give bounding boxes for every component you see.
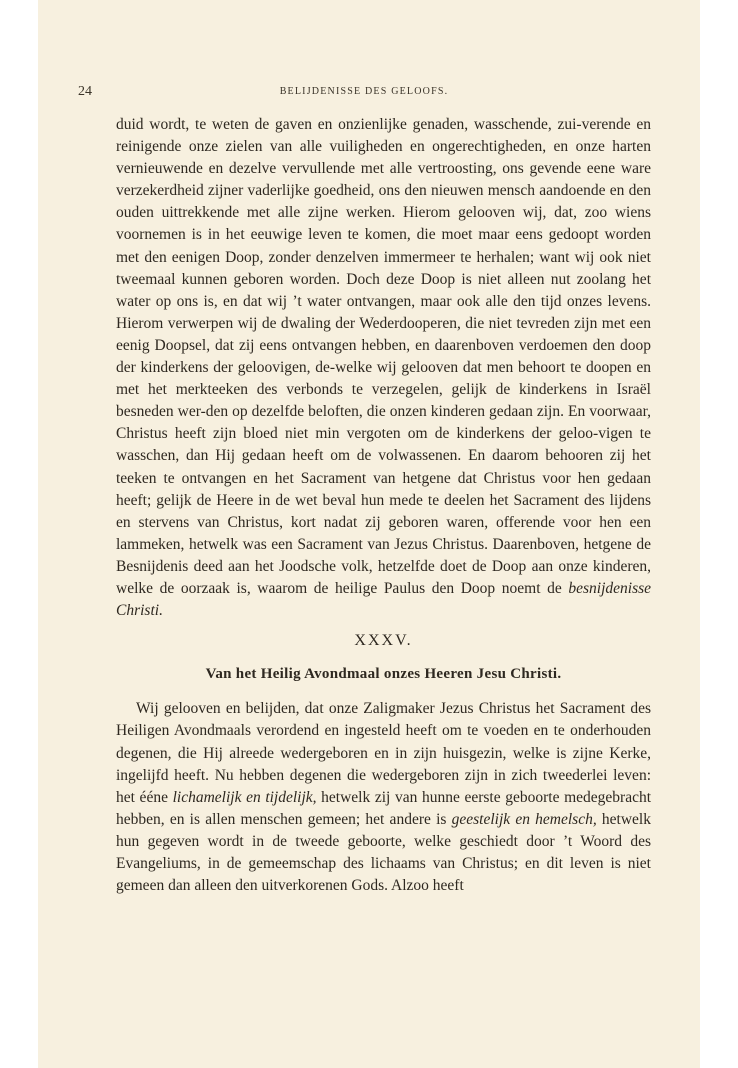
paragraph-text: Wij gelooven en belijden, dat onze Zaligmaker Jezus Christus het Sacrament des Heiligen Avondmaals verordend en ingesteld heeft om te voeden en te onderhouden degenen, die Hij alreede wedergeboren en in zijn huisgezin, welke is zijne Kerke, ingelijfd heeft. Nu hebben degenen die wedergeboren zijn in zich tweederlei leven: het ééne (116, 700, 651, 806)
running-head: BELIJDENISSE DES GELOOFS. (279, 86, 449, 97)
article-paragraph (116, 698, 651, 897)
page-header (78, 84, 650, 100)
paragraph-text: hetwelk hun gegeven wordt in de tweede geboorte, welke geschiedt door ’t Woord des Evangeliums, in de gemeemschap des lichaams van Christus; en dit leven is niet gemeen dan alleen den uitverkorenen Gods. Alzoo heeft (116, 810, 651, 895)
italic-phrase: besnijdenisse Christi. (116, 579, 652, 620)
paragraph-text: duid wordt, te weten de gaven en onzienlijke genaden, wasschende, zui-verende en reinigende onze zielen van alle vuiligheden en ongerechtigheden, en onze harten vernieuwende en dezelve vervullende met alle vertroosting, ons gevende eene ware verzekerdheid zijner vaderlijke goedheid, ons den nieuwen mensch aandoende en den ouden uittrekkende met alle zijne werken. Hierom gelooven wij, dat, zoo wiens voornemen is in het eeuwige leven te komen, die moet maar eens gedoopt worden met den eenigen Doop, zonder denzelven immermeer te herhalen; want wij ook niet tweemaal kunnen geboren worden. Doch deze Doop is niet alleen nut zoolang het water op ons is, en dat wij ’t water ontvangen, maar ook alle den tijd onzes levens. Hierom verwerpen wij de dwaling der Wederdooperen, die niet tevreden zijn met een eenig Doopsel, dat zij eens ontvangen hebben, en daarenboven verdoemen den doop der kinderkens der geloovigen, de-welke wij gelooven dat men behoort te doopen en met het merkteeken des verbonds te verzegelen, gelijk de kinderkens in Israël besneden wer-den op dezelfde beloften, die onzen kinderen gedaan zijn. En voorwaar, Christus heeft zijn bloed niet min vergoten om de kinderkens der geloo-vigen te wasschen, dan Hij gedaan heeft om de volwassenen. En daarom behooren zij het teeken te ontvangen en het Sacrament van hetgene dat Christus voor hen gedaan heeft; gelijk de Heere in de wet beval hun mede te deelen het Sacrament des lijdens en stervens van Christus, kort nadat zij geboren waren, offerende voor hen een lammeken, hetwelk was een Sacrament van Jezus Christus. Daarenboven, hetgene de Besnijdenis deed aan het Joodsche volk, hetzelfde doet de Doop aan onze kinderen, welke de oorzaak is, waarom de heilige Paulus den Doop noemt de (116, 116, 651, 597)
italic-phrase: lichamelijk en tijdelijk, (172, 788, 317, 806)
page-number: 24 (78, 84, 92, 99)
italic-phrase: geestelijk en hemelsch, (451, 810, 597, 828)
chapter-title: Van het Heilig Avondmaal onzes Heeren Jesu Christi. (205, 666, 562, 683)
body-text (116, 114, 651, 897)
paragraph-text: hetwelk zij van hunne eerste geboorte medegebracht hebben, en is allen menschen gemeen; het andere is (116, 788, 652, 828)
article-paragraph (116, 114, 651, 622)
chapter-number: XXXV. (354, 632, 413, 650)
